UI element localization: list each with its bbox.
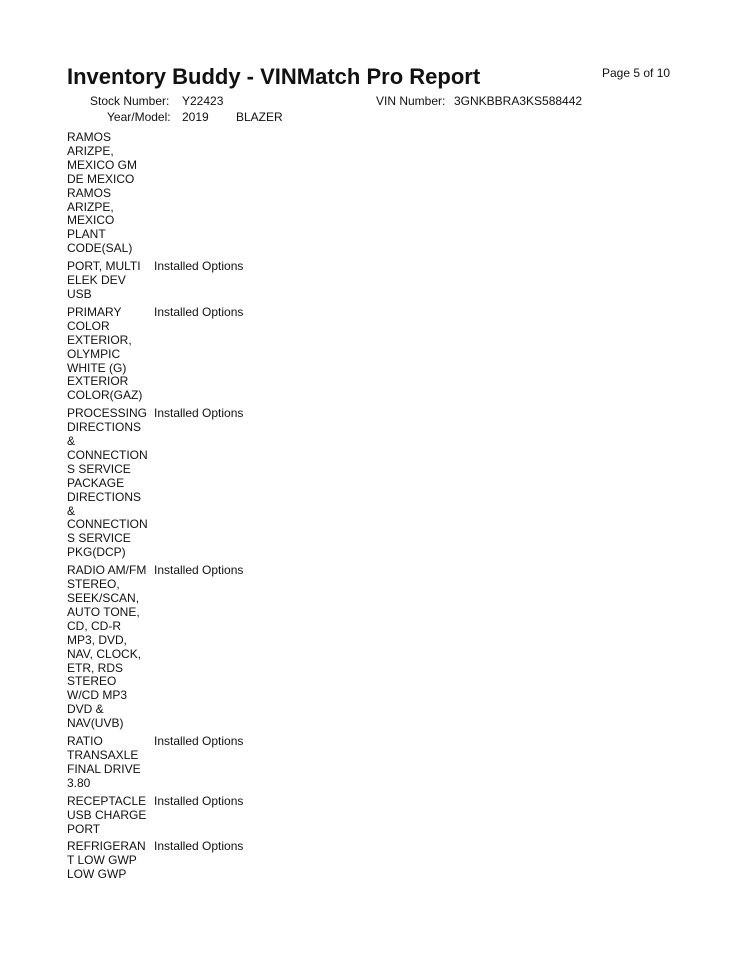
stock-number-value: Y22423 (182, 94, 224, 108)
option-status: Installed Options (154, 259, 244, 274)
page-number: Page 5 of 10 (602, 66, 671, 80)
option-row (67, 407, 367, 560)
option-status: Installed Options (154, 406, 244, 421)
option-row (67, 260, 367, 302)
option-description: RATIO TRANSAXLE FINAL DRIVE 3.80 (67, 734, 141, 790)
option-row (67, 795, 367, 837)
stock-number-label: Stock Number: (90, 94, 170, 108)
option-description: PROCESSING DIRECTIONS & CONNECTION S SERVICE PACKAGE DIRECTIONS & CONNECTION S SERVICE PKG(DCP) (67, 406, 148, 560)
report-title: Inventory Buddy - VINMatch Pro Report (67, 64, 481, 89)
vin-number-label: VIN Number: (376, 94, 446, 108)
year-value: 2019 (182, 110, 209, 124)
option-description: RAMOS ARIZPE, MEXICO GM DE MEXICO RAMOS ARIZPE, MEXICO PLANT CODE(SAL) (67, 130, 138, 256)
option-row (67, 306, 367, 403)
option-row (67, 735, 367, 791)
option-description: PORT, MULTI ELEK DEV USB (67, 259, 141, 301)
option-row (67, 131, 367, 256)
year-model-label: Year/Model: (107, 110, 171, 124)
option-status: Installed Options (154, 304, 244, 319)
option-status: Installed Options (154, 563, 244, 578)
option-description: RECEPTACLE USB CHARGE PORT (67, 793, 147, 836)
vin-number-value: 3GNKBBRA3KS588442 (454, 94, 583, 108)
options-list (67, 131, 367, 886)
option-row (67, 840, 367, 882)
option-row (67, 564, 367, 731)
option-description: PRIMARY COLOR EXTERIOR, OLYMPIC WHITE (G) EXTERIOR COLOR(GAZ) (67, 304, 143, 403)
option-description: RADIO AM/FM STEREO, SEEK/SCAN, AUTO TONE, CD, CD-R MP3, DVD, NAV, CLOCK, ETR, RDS STEREO W/CD MP3 DVD & NAV(UVB) (67, 563, 147, 731)
option-description: REFRIGERAN T LOW GWP LOW GWP (67, 839, 146, 882)
option-status: Installed Options (154, 839, 244, 854)
model-value: BLAZER (236, 110, 283, 124)
option-status: Installed Options (154, 793, 244, 808)
option-status: Installed Options (154, 734, 244, 749)
